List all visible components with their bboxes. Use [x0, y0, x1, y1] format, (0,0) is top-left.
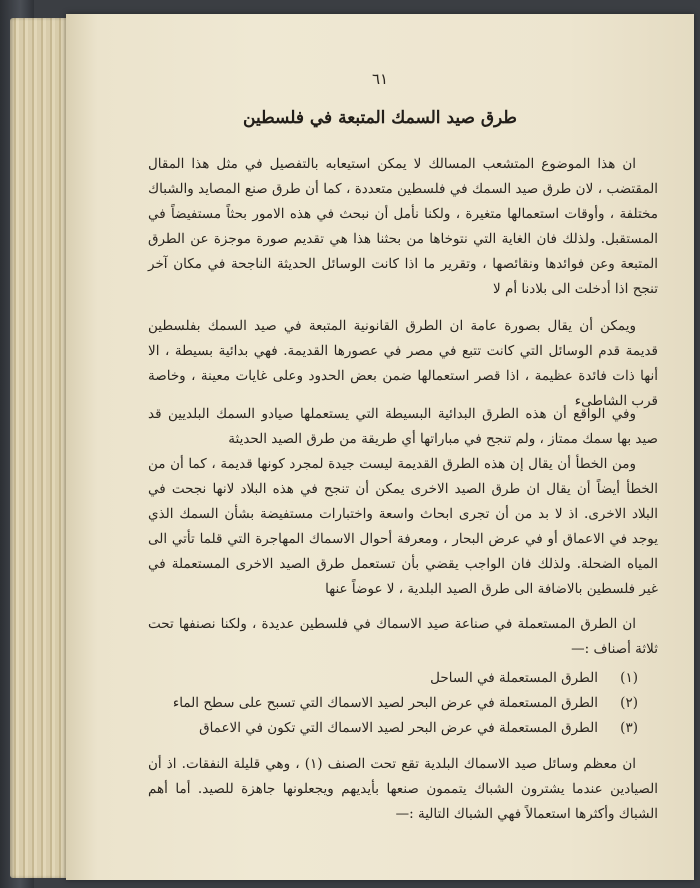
paragraph: ومن الخطأ أن يقال إن هذه الطرق القديمة ليست جيدة لمجرد كونها قديمة ، كما أن من الخطأ أيضاً أن يقال ان طرق الصيد الاخرى يمكن أن تنجح في هذه البلاد لانها نجحت في البلاد الاخرى. اذ لا بد من أن تجرى ابحاث واسعة واختبارات مستفيضة بشأن السمك الذي يوجد في الاعماق أو في عرض البحار ، ومعرفة أحوال الاسماك المهاجرة التي قلما تأتي الى المياه الضحلة. ولذلك فان الواجب يقضي بأن تستعمل طرق الصيد الاخرى المستعملة في غير فلسطين بالاضافة الى طرق الصيد البلدية ، لا عوضاً عنها [148, 456, 658, 597]
list-item [148, 666, 638, 691]
page-number: ٦١ [371, 70, 389, 88]
list-item [148, 691, 638, 716]
closing-paragraph [148, 752, 658, 827]
list-item-text: الطرق المستعملة في عرض البحر لصيد الاسماك التي تكون في الاعماق [199, 720, 598, 736]
paragraph: وفي الواقع أن هذه الطرق البدائية البسيطة التي يستعملها صيادو السمك البلديين قد صيد بها سمك ممتاز ، ولم تنجح في مباراتها أي طريقة من طرق الصيد الحديثة [148, 406, 658, 447]
paragraph-5 [148, 612, 658, 662]
categories-list [148, 666, 638, 741]
paragraph-2 [148, 314, 658, 414]
paragraph: ويمكن أن يقال بصورة عامة ان الطرق القانونية المتبعة في صيد السمك بفلسطين قديمة قدم الوسائل التي كانت تتبع في مصر في عصورها القديمة. فهي بدائية بسيطة ، الا أنها ذات فائدة عظيمة ، اذا قصر استعمالها ضمن بعض الحدود وعلى غايات معينة ، وخاصة قرب الشاطىء [148, 318, 658, 409]
paragraph: ان الطرق المستعملة في صناعة صيد الاسماك في فلسطين عديدة ، ولكنا نصنفها تحت ثلاثة أصناف :— [148, 616, 658, 657]
list-item-number: (١) [620, 670, 638, 686]
paragraph-3 [148, 402, 658, 452]
list-item-text: الطرق المستعملة في الساحل [430, 670, 598, 686]
book-page [66, 14, 694, 880]
list-item-number: (٢) [620, 695, 638, 711]
intro-paragraph [148, 152, 658, 302]
paragraph: ان هذا الموضوع المتشعب المسالك لا يمكن استيعابه بالتفصيل في مثل هذا المقال المقتضب ، لان طرق صيد السمك في فلسطين متعددة ، كما أن طرق صنع المصايد والشباك مختلفة ، وأوقات استعمالها متغيرة ، ولكنا نأمل أن نبحث في هذه الامور بحثاً مستفيضاً في المستقبل. ولذلك فان الغاية التي نتوخاها من بحثنا هذا هي تقديم صورة موجزة عن الطرق المتبعة وعن فوائدها ونقائصها ، وتقرير ما اذا كانت الوسائل الحديثة الناجحة في مكان آخر تنجح اذا أدخلت الى بلادنا أم لا [148, 156, 658, 297]
page-title: طرق صيد السمك المتبعة في فلسطين [243, 108, 517, 128]
paragraph-4 [148, 452, 658, 602]
list-item-number: (٣) [620, 720, 638, 736]
list-item-text: الطرق المستعملة في عرض البحر لصيد الاسماك التي تسبح على سطح الماء [172, 695, 598, 711]
paragraph: ان معظم وسائل صيد الاسماك البلدية تقع تحت الصنف (١) ، وهي قليلة النفقات. اذ أن الصيادين عندما يشترون الشباك يتممون صنعها بأيديهم ويجعلونها جاهزة للصيد. أما أهم الشباك وأكثرها استعمالاً فهي الشباك التالية :— [148, 756, 658, 822]
list-item [148, 716, 638, 741]
